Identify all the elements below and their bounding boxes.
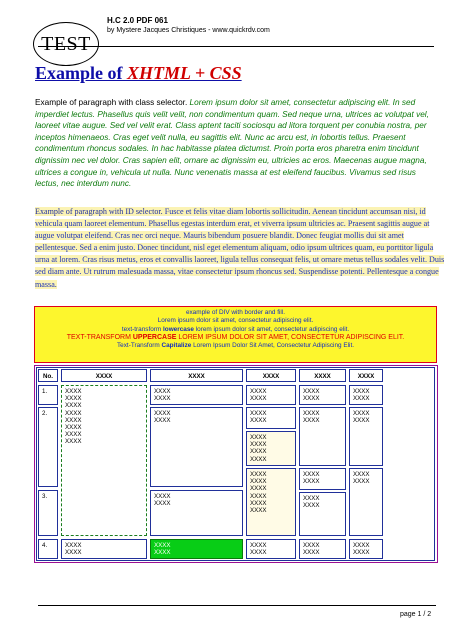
class-selector-paragraph: Example of paragraph with class selector. Lorem ipsum dolor sit amet, consectetur adipiscing elit. In sed imperdiet lectus. Phasellus quis velit velit, non condimentum quam. Sed neque urna, ultrices ac volutpat vel, laoreet vitae augue. Sed vel velit erat. Class aptent taciti sociosqu ad litora torquent per conubia nostra, per inceptos himenaeos. Cras eget velit nulla, eu sagittis elit. Nunc ac arcu est, in lobortis tellus. Praesent condimentum rhoncus sodales. In hac habitasse platea dictumst. Proin porta eros pharetra enim tincidunt dignissim nec vel dolor. Cras sapien elit, ornare ac dignissim eu, ultricies ac eros. Maecenas augue magna, ultrices a congue in, vehicula ut nulla. Nunc venenatis massa at est eleifend faucibus. Vivamus sed risus lectus, nec interdum nunc. (35, 98, 429, 189)
table-cell: XXXX XXXX (150, 490, 243, 536)
document-subtitle: by Mystere Jacques Christiques - www.quickrdv.com (107, 27, 270, 34)
header-divider (38, 46, 434, 47)
row-number: 4. (38, 539, 58, 559)
document-title: H.C 2.0 PDF 061 (107, 16, 168, 25)
table-cell: XXXX XXXX (299, 468, 346, 490)
table-cell: XXXX XXXX (349, 407, 383, 466)
page-number: page 1 / 2 (400, 611, 432, 618)
id-selector-paragraph: Example of paragraph with ID selector. Fusce et felis vitae diam lobortis sollicitudin. Aenean tincidunt accumsan nisi, id vehicula quam laoreet elementum. Phasellus egestas interdum erat, et viverra ipsum ultricies ac. Praesent sagittis augue at augue volutpat eleifend. Cras nec orci neque. Mauris bibendum posuere blandit. Donec feugiat mollis dui sit amet pellentesque. Sed a enim justo. Donec tincidunt, nisl eget elementum aliquam, odio ipsum ultrices quam, eu porttitor ligula urna at lorem. Cras risus metus, eros et convallis laoreet, ligula tellus consequat felis, ut ornare metus tellus sodales velit. Duis sed diam ante. Ut rutrum malesuada massa, vitae consectetur ipsum rhoncus sed. Suspendisse potenti. Pellentesque a congue massa. (35, 207, 445, 289)
row-number: 2. (38, 407, 58, 487)
table-header-cell: XXXX (349, 369, 383, 382)
table-cell: XXXX XXXX (246, 539, 296, 559)
table-header-no: No. (38, 369, 58, 382)
table-cell: XXXX XXXX (349, 539, 383, 559)
table-cell: XXXX XXXX (349, 468, 383, 536)
table-cell: XXXX XXXX (61, 539, 147, 559)
table-cell: XXXX XXXX (299, 539, 346, 559)
table-cell: XXXX XXXX (349, 385, 383, 405)
table-header-cell: XXXX (61, 369, 147, 382)
table-header-cell: XXXX (150, 369, 243, 382)
div-border-fill-box: example of DIV with border and fill. Lorem ipsum dolor sit amet, consectetur adipiscing elit. text-transform lowercase lorem ipsum dolor sit amet, consectetur adipiscing elit. TEXT-TRANSFORM UPPERCASE LOREM IPSUM DOLOR SIT AMET, CONSECTETUR ADIPISCING ELIT. Text-Transform Capitalize Lorem Ipsum Dolor Sit Amet, Consectetur Adipiscing Elit. (34, 306, 437, 363)
test-logo: TEST (33, 22, 99, 66)
table-header-cell: XXXX (299, 369, 346, 382)
table-cell-rowspan: XXXX XXXX XXXX XXXX XXXX XXXX XXXX XXXX (61, 385, 147, 536)
table-cell: XXXX XXXX XXXX XXXX (246, 431, 296, 466)
table-cell-green: XXXX XXXX (150, 539, 243, 559)
table-cell: XXXX XXXX (150, 385, 243, 405)
page-heading: Example of XHTML + CSS (35, 63, 242, 83)
row-number: 3. (38, 490, 58, 536)
footer-divider (38, 605, 436, 606)
row-number: 1. (38, 385, 58, 405)
table-cell: XXXX XXXX XXXX XXXX XXXX XXXX (246, 468, 296, 536)
table-header-cell: XXXX (246, 369, 296, 382)
table-cell: XXXX XXXX (246, 407, 296, 429)
table-cell: XXXX XXXX (299, 385, 346, 405)
table-cell: XXXX XXXX (150, 407, 243, 487)
table-cell: XXXX XXXX (299, 492, 346, 536)
table-cell: XXXX XXXX (246, 385, 296, 405)
table-cell: XXXX XXXX (299, 407, 346, 466)
